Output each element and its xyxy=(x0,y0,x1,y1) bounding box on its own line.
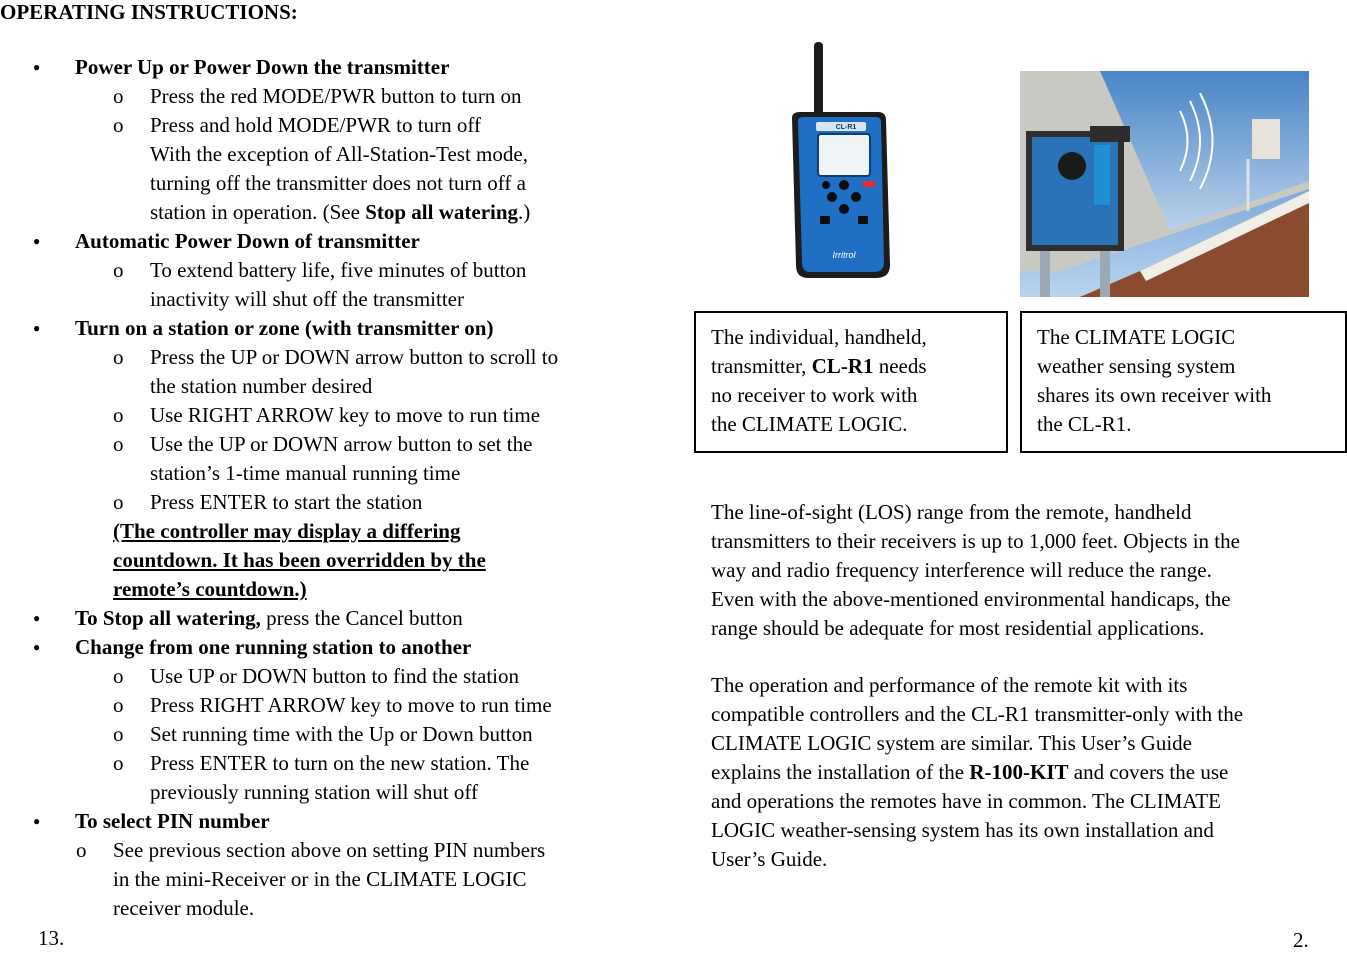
caption-right-line-3: shares its own receiver with xyxy=(1037,383,1272,407)
caption-climate-logic xyxy=(1020,311,1347,453)
range-paragraph xyxy=(711,498,1347,643)
page-number-right: 2. xyxy=(1293,928,1309,952)
auto-item-line-2: inactivity will shut off the transmitter xyxy=(150,287,464,311)
transmitter-label: CL-R1 xyxy=(835,124,857,131)
auto-item-line-1: o To extend battery life, five minutes of button xyxy=(0,256,650,285)
power-item-2: o Press and hold MODE/PWR to turn off xyxy=(0,111,650,140)
power-note-line-2: turning off the transmitter does not turn off a xyxy=(150,171,526,195)
caption-left-line-1: The individual, handheld, xyxy=(711,325,927,349)
operation-line-3: CLIMATE LOGIC system are similar. This User’s Guide xyxy=(711,731,1193,755)
pin-item-line-1: o See previous section above on setting PIN numbers xyxy=(0,836,650,865)
change-item-3: o Set running time with the Up or Down button xyxy=(0,720,650,749)
station-note-line-1: (The controller may display a differing xyxy=(113,519,461,543)
bullet-station-title: ● Turn on a station or zone (with transmitter on) xyxy=(0,314,650,343)
instructions-list xyxy=(0,53,650,923)
station-item-3: o Use the UP or DOWN arrow button to set the xyxy=(0,430,650,459)
operation-paragraph xyxy=(711,671,1347,874)
caption-left-line-3: no receiver to work with xyxy=(711,383,918,407)
transmitter-image xyxy=(778,40,898,280)
station-item-2: o Use RIGHT ARROW key to move to run time xyxy=(0,401,650,430)
range-line-4: Even with the above-mentioned environmental handicaps, the xyxy=(711,587,1231,611)
station-item-3-cont: station’s 1-time manual running time xyxy=(150,461,461,485)
station-note-line-3: remote’s countdown.) xyxy=(113,577,307,601)
caption-left-line-4: the CLIMATE LOGIC. xyxy=(711,412,908,436)
station-note-line-2: countdown. It has been overridden by the xyxy=(113,548,486,572)
caption-right-line-4: the CL-R1. xyxy=(1037,412,1132,436)
change-item-4-cont: previously running station will shut off xyxy=(150,780,479,804)
station-item-1: o Press the UP or DOWN arrow button to scroll to xyxy=(0,343,650,372)
caption-right-line-2: weather sensing system xyxy=(1037,354,1236,378)
range-line-1: The line-of-sight (LOS) range from the remote, handheld xyxy=(711,500,1192,524)
pin-item-line-3: receiver module. xyxy=(113,896,255,920)
power-note-line-1: With the exception of All-Station-Test mode, xyxy=(150,142,528,166)
page-number-left: 13. xyxy=(38,926,65,950)
bullet-auto-title: ● Automatic Power Down of transmitter xyxy=(0,227,650,256)
operation-line-7: User’s Guide. xyxy=(711,847,828,871)
bullet-stop: ● To Stop all watering, press the Cancel button xyxy=(0,604,650,633)
change-item-2: o Press RIGHT ARROW key to move to run time xyxy=(0,691,650,720)
operation-line-4: explains the installation of the R-100-KIT and covers the use xyxy=(711,760,1229,784)
bullet-change-title: ● Change from one running station to another xyxy=(0,633,650,662)
bullet-power-title: ● Power Up or Power Down the transmitter xyxy=(0,53,650,82)
operation-line-2: compatible controllers and the CL-R1 transmitter-only with the xyxy=(711,702,1244,726)
range-line-5: range should be adequate for most residential applications. xyxy=(711,616,1205,640)
station-item-1-cont: the station number desired xyxy=(150,374,373,398)
station-item-4: o Press ENTER to start the station xyxy=(0,488,650,517)
bullet-pin-title: ● To select PIN number xyxy=(0,807,650,836)
change-item-4: o Press ENTER to turn on the new station. The xyxy=(0,749,650,778)
page-heading: OPERATING INSTRUCTIONS: xyxy=(0,0,298,24)
power-item-1: o Press the red MODE/PWR button to turn on xyxy=(0,82,650,111)
range-line-3: way and radio frequency interference will reduce the range. xyxy=(711,558,1212,582)
caption-left-line-2: transmitter, CL-R1 needs xyxy=(711,354,927,378)
change-item-1: o Use UP or DOWN button to find the station xyxy=(0,662,650,691)
operation-line-1: The operation and performance of the remote kit with its xyxy=(711,673,1188,697)
weather-station-photo xyxy=(1020,71,1309,297)
caption-right-line-1: The CLIMATE LOGIC xyxy=(1037,325,1236,349)
pin-item-line-2: in the mini-Receiver or in the CLIMATE LOGIC xyxy=(113,867,527,891)
caption-transmitter xyxy=(694,311,1008,453)
operation-line-5: and operations the remotes have in common. The CLIMATE xyxy=(711,789,1221,813)
operation-line-6: LOGIC weather-sensing system has its own installation and xyxy=(711,818,1214,842)
range-line-2: transmitters to their receivers is up to 1,000 feet. Objects in the xyxy=(711,529,1240,553)
power-note-line-3: station in operation. (See Stop all watering.) xyxy=(150,200,531,224)
transmitter-logo: Irritrol xyxy=(832,250,856,260)
